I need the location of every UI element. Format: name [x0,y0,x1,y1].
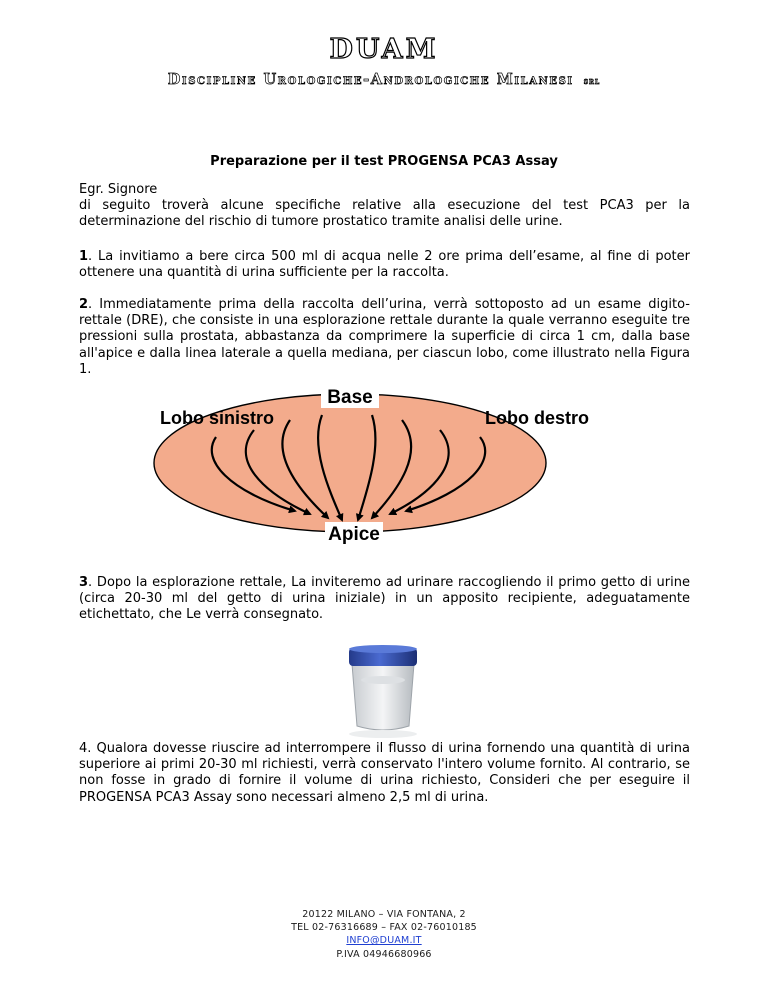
prostate-figure [150,380,589,548]
footer-vat: P.IVA 04946680966 [336,948,432,960]
intro-paragraph [79,182,690,231]
footer-address: 20122 MILANO – VIA FONTANA, 2 [302,909,466,920]
label-left-lobe: Lobo sinistro [160,408,274,428]
step-3-text: . Dopo la esplorazione rettale, La inviteremo ad urinare raccogliendo il primo getto di urine (circa 20-30 ml del getto di urina iniziale) in un apposito recipiente, adeguatamente etichettato, che Le verrà consegnato. [79,575,690,623]
step-2-text: . Immediatamente prima della raccolta dell’urina, verrà sottoposto ad un esame digito-rettale (DRE), che consiste in una esplorazione rettale durante la quale verranno eseguite tre pressioni sulla prostata, abbastanza da comprimere la superficie di circa 1 cm, dalla base all'apice e dalla linea laterale a quella mediana, per ciascun lobo, come illustrato nella Figura 1. [79,297,690,377]
company-subtitle-text: Discipline Urologiche-Andrologiche Milanesi [167,71,574,88]
company-suffix: srl [583,76,601,86]
label-right-lobe: Lobo destro [485,408,589,428]
step-4-paragraph [79,741,690,806]
step-1-paragraph [79,249,690,281]
label-apex: Apice [328,524,380,545]
intro-text: di seguito troverà alcune specifiche relative alla esecuzione del test PCA3 per la determinazione del rischio di tumore prostatico tramite analisi delle urine. [79,198,690,230]
step-3-number: 3 [79,575,89,590]
step-2-number: 2 [79,297,89,312]
footer-email-link[interactable]: INFO@DUAM.IT [346,935,422,947]
intro-greeting: Egr. Signore [79,182,158,197]
document-title: Preparazione per il test PROGENSA PCA3 Assay [210,154,558,169]
footer-phone: TEL 02-76316689 – FAX 02-76010185 [291,922,477,934]
step-2-paragraph [79,297,690,378]
urine-container-image [330,640,436,744]
step-1-text: . La invitiamo a bere circa 500 ml di acqua nelle 2 ore prima dell’esame, al fine di poter ottenere una quantità di urina sufficiente per la raccolta. [79,249,690,281]
company-subtitle [0,71,768,88]
step-4-text: 4. Qualora dovesse riuscire ad interrompere il flusso di urina fornendo una quantità di urina superiore ai primi 20-30 ml richiesti, verrà conservato l'intero volume fornito. Al contrario, se non fosse in grado di fornire il volume di urina richiesto, Consideri che per eseguire il PROGENSA PCA3 Assay sono necessari almeno 2,5 ml di urina. [79,741,690,805]
company-logo-text: DUAM [329,34,439,65]
step-3-paragraph [79,575,690,624]
label-base: Base [327,387,373,408]
footer [0,908,768,961]
step-1-number: 1 [79,249,89,264]
